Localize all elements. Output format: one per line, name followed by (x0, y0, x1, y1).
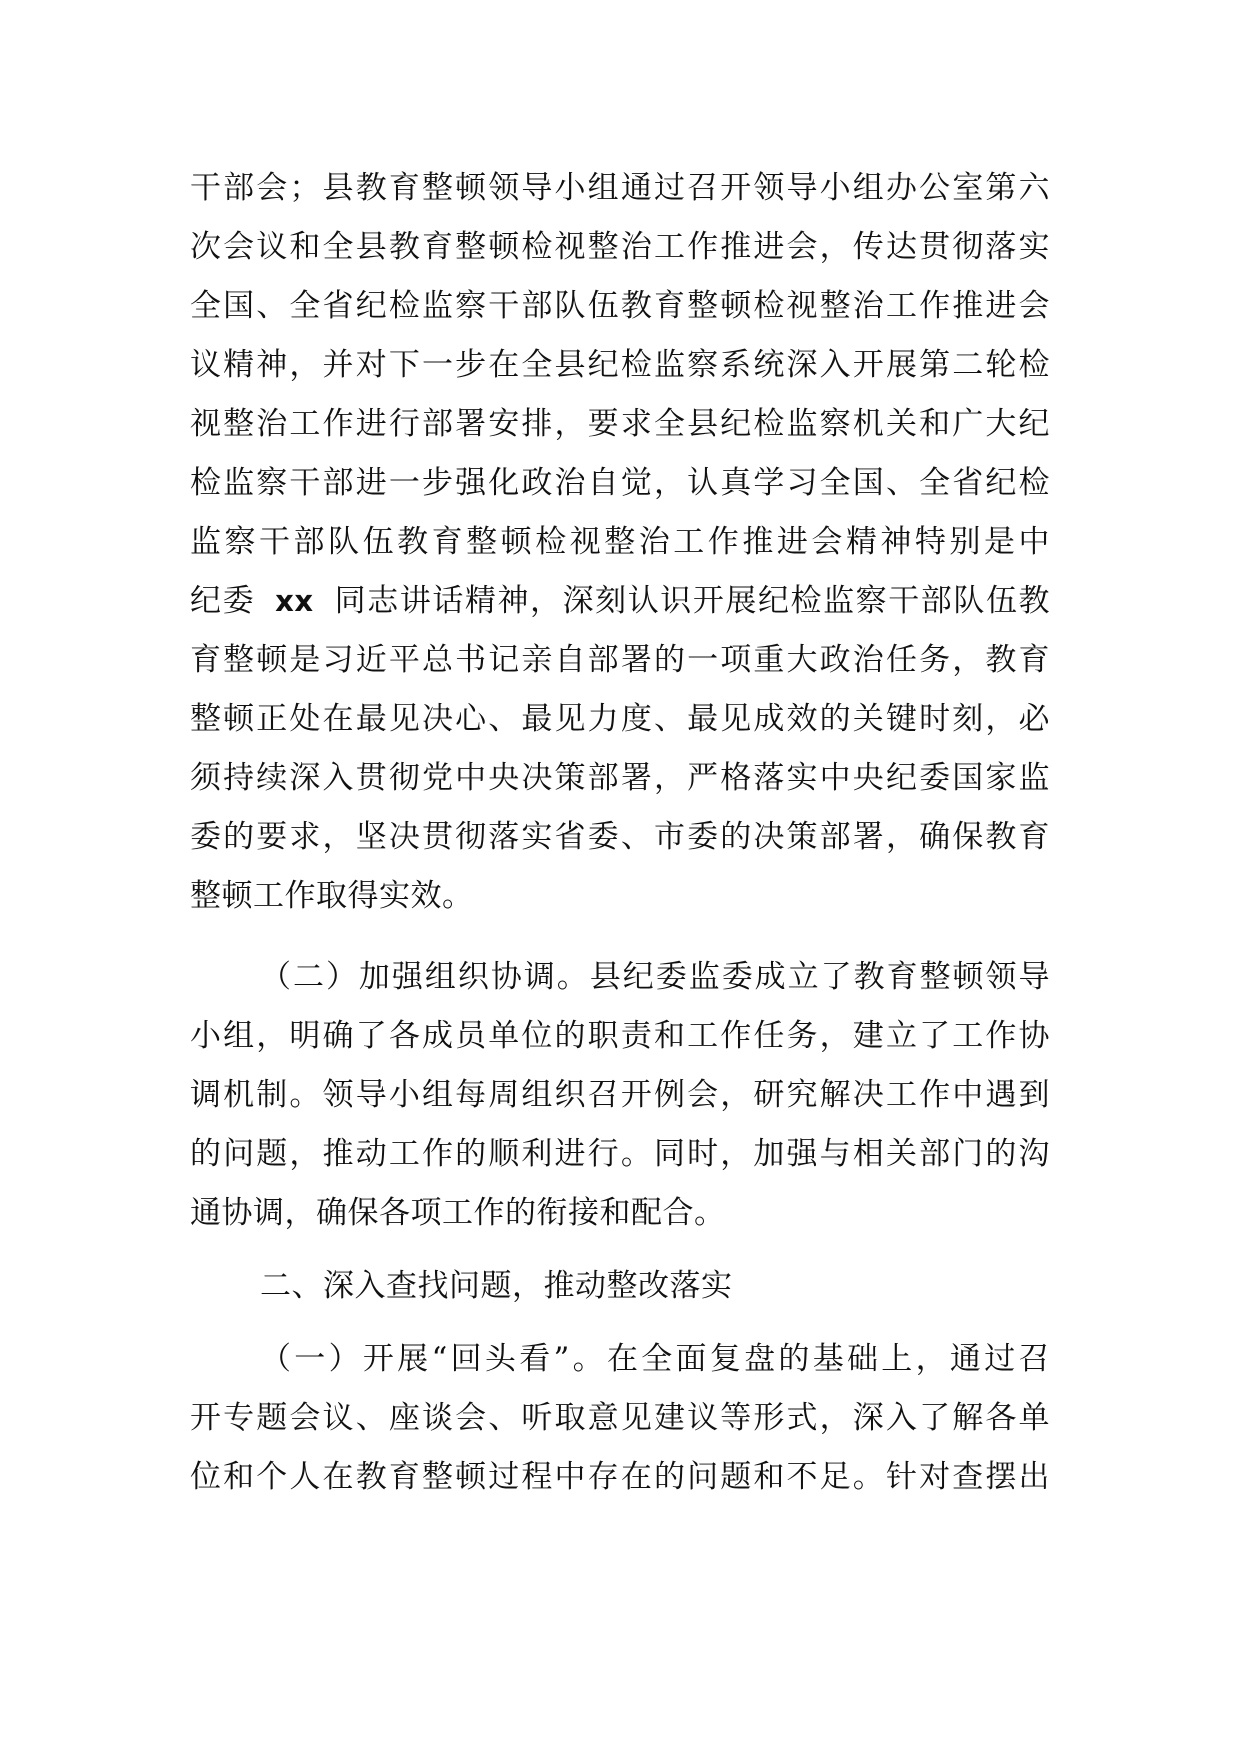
redacted-name: xx (275, 584, 314, 618)
text-line: 监察干部队伍教育整顿检视整治工作推进会精神特别是中 (190, 524, 1050, 560)
text-line: 整顿工作取得实效。 (190, 878, 474, 914)
text-line: 检监察干部进一步强化政治自觉，认真学习全国、全省纪检 (190, 465, 1050, 501)
text-line: 育整顿是习近平总书记亲自部署的一项重大政治任务，教育 (190, 642, 1050, 678)
text-fragment: 同志讲话精神，深刻认识开展纪检监察干部队伍教 (333, 583, 1051, 619)
heading-text: 二、深入查找问题，推动整改落实 (260, 1268, 733, 1304)
text-line: 位和个人在教育整顿过程中存在的问题和不足。针对查摆出 (190, 1459, 1050, 1495)
text-line: （一）开展“回头看”。在全面复盘的基础上，通过召 (260, 1341, 1050, 1377)
text-line: 的问题，推动工作的顺利进行。同时，加强与相关部门的沟 (190, 1136, 1050, 1172)
text-line-with-bold (190, 572, 1050, 631)
paragraph-review (190, 1330, 1050, 1507)
document-body (190, 159, 1050, 1507)
paragraph-coordination (190, 948, 1050, 1243)
text-line: 议精神，并对下一步在全县纪检监察系统深入开展第二轮检 (190, 347, 1050, 383)
section-heading (190, 1257, 1050, 1316)
text-line: 调机制。领导小组每周组织召开例会，研究解决工作中遇到 (190, 1077, 1050, 1113)
text-line: 通协调，确保各项工作的衔接和配合。 (190, 1195, 726, 1231)
text-line: 视整治工作进行部署安排，要求全县纪检监察机关和广大纪 (190, 406, 1050, 442)
paragraph-meetings (190, 159, 1050, 926)
text-line: 整顿正处在最见决心、最见力度、最见成效的关键时刻，必 (190, 701, 1050, 737)
text-fragment: 纪委 (190, 583, 256, 619)
text-line: 次会议和全县教育整顿检视整治工作推进会，传达贯彻落实 (190, 229, 1050, 265)
text-line: 委的要求，坚决贯彻落实省委、市委的决策部署，确保教育 (190, 819, 1050, 855)
text-line: （二）加强组织协调。县纪委监委成立了教育整顿领导 (260, 959, 1050, 995)
text-line: 小组，明确了各成员单位的职责和工作任务，建立了工作协 (190, 1018, 1050, 1054)
text-line: 全国、全省纪检监察干部队伍教育整顿检视整治工作推进会 (190, 288, 1050, 324)
text-line: 干部会；县教育整顿领导小组通过召开领导小组办公室第六 (190, 170, 1050, 206)
text-line: 须持续深入贯彻党中央决策部署，严格落实中央纪委国家监 (190, 760, 1050, 796)
text-line: 开专题会议、座谈会、听取意见建议等形式，深入了解各单 (190, 1400, 1050, 1436)
